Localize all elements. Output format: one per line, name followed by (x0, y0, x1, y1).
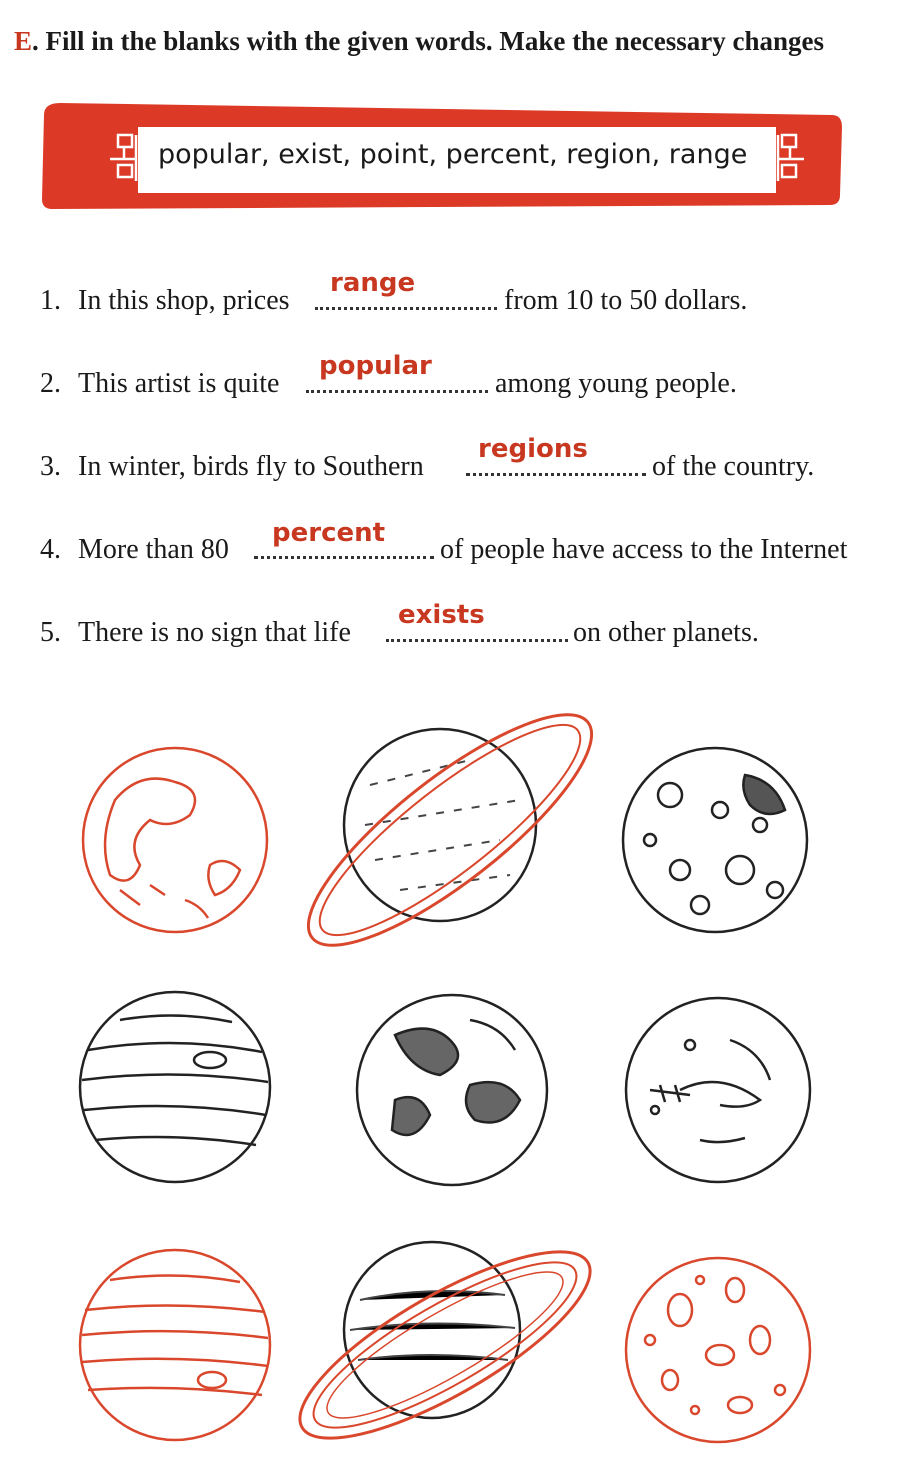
answer-5: exists (398, 600, 485, 630)
jupiter-icon (80, 992, 270, 1182)
answer-1: range (330, 268, 416, 298)
mars-icon (83, 748, 267, 932)
moon-icon (623, 748, 807, 932)
answer-3: regions (478, 434, 588, 464)
word-bank-words: popular, exist, point, percent, region, range (158, 139, 748, 170)
sentence-after: of people have access to the Internet (440, 534, 848, 565)
sentence-before: This artist is quite (78, 368, 280, 399)
answer-2: popular (319, 351, 432, 381)
answer-blank (466, 473, 646, 476)
sentence-before: In this shop, prices (78, 285, 290, 316)
earth-icon (357, 995, 547, 1185)
saturn-ringed-icon (277, 1219, 613, 1470)
answer-blank (315, 307, 497, 310)
item-number: 3. (40, 451, 61, 482)
mercury-icon (626, 998, 810, 1182)
spotted-planet-icon (626, 1258, 810, 1442)
sentence-after: among young people. (495, 368, 737, 399)
jupiter-red-icon (80, 1250, 270, 1440)
exercise-heading (14, 26, 894, 57)
word-bank (40, 101, 842, 209)
item-number: 2. (40, 368, 61, 399)
sentence-before: In winter, birds fly to Southern (78, 451, 424, 482)
sentence-after: of the country. (652, 451, 815, 482)
answer-blank (254, 556, 434, 559)
saturn-icon (280, 690, 620, 979)
sentence-before: There is no sign that life (78, 617, 351, 648)
planets-illustration (0, 690, 900, 1470)
sentence-before: More than 80 (78, 534, 229, 565)
exercise-instruction: . Fill in the blanks with the given words. Make the necessary changes (32, 26, 825, 56)
item-number: 1. (40, 285, 61, 316)
sentence-after: on other planets. (573, 617, 759, 648)
answer-4: percent (272, 518, 386, 548)
item-number: 4. (40, 534, 61, 565)
exercise-letter: E (14, 26, 33, 56)
answer-blank (386, 639, 568, 642)
answer-blank (306, 390, 488, 393)
sentence-after: from 10 to 50 dollars. (504, 285, 748, 316)
item-number: 5. (40, 617, 61, 648)
